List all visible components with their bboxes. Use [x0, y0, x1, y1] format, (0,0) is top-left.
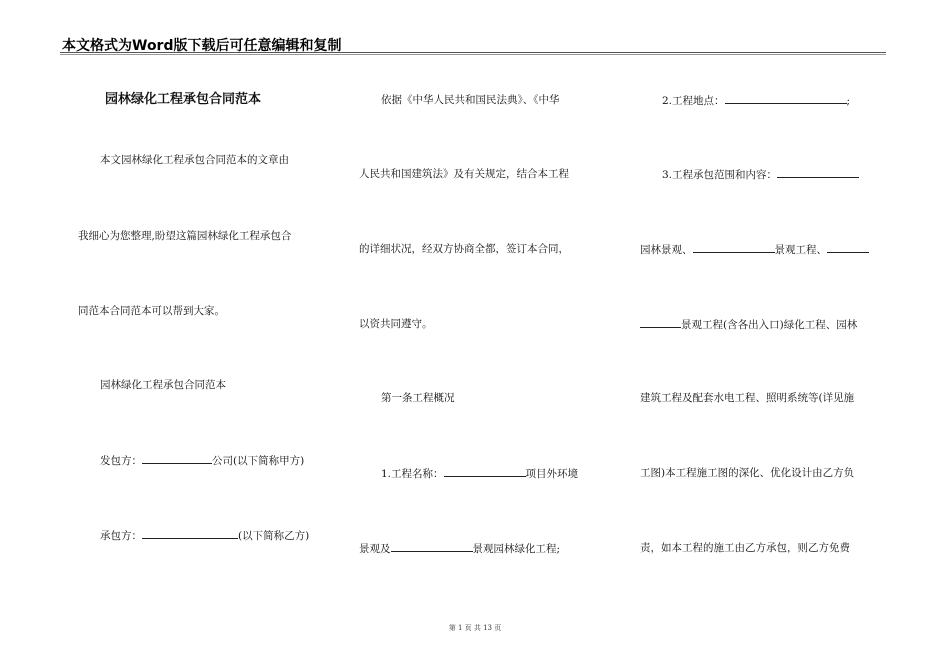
line-prefix: 园林景观、	[640, 244, 693, 256]
page-header-title: 本文格式为Word版下载后可任意编辑和复制	[62, 38, 342, 54]
paragraph-line: 本文园林绿化工程承包合同范本的文章由	[100, 154, 289, 166]
employer-label: 发包方：	[100, 455, 142, 467]
paragraph-line: 依据《中华人民共和国民法典》、《中华	[381, 94, 560, 106]
line-suffix: 景观工程(含各出入口)绿化工程、园林	[681, 319, 858, 331]
header-divider	[60, 52, 886, 53]
contractor-line	[100, 528, 309, 543]
employer-suffix: 公司(以下简称甲方)	[212, 455, 305, 467]
document-title: 园林绿化工程承包合同范本	[105, 92, 262, 107]
project-scope-line	[662, 167, 859, 182]
paragraph-line	[640, 317, 857, 332]
contractor-suffix: (以下简称乙方)	[238, 530, 310, 542]
employer-blank	[142, 453, 212, 464]
header-divider-secondary	[60, 54, 886, 55]
section-heading: 第一条工程概况	[381, 392, 455, 404]
paragraph-line: 人民共和国建筑法》及有关规定，结合本工程	[359, 168, 569, 180]
line-mid: 景观工程、	[774, 244, 827, 256]
line-prefix: 景观及	[359, 543, 391, 555]
paragraph-line: 工图)本工程施工图的深化、优化设计由乙方负	[640, 467, 855, 479]
scope-blank	[777, 167, 859, 178]
location-label: 2.工程地点：	[662, 95, 725, 107]
project-name-label: 1.工程名称：	[381, 468, 444, 480]
scope-blank	[640, 317, 681, 328]
landscape-blank	[391, 541, 473, 552]
paragraph-line: 同范本合同范本可以帮到大家。	[78, 305, 225, 317]
line-suffix: 景观园林绿化工程;	[472, 543, 561, 555]
employer-line	[100, 453, 304, 468]
project-name-blank	[444, 466, 526, 477]
paragraph-line: 责，如本工程的施工由乙方承包，则乙方免费	[640, 542, 850, 554]
scope-blank	[693, 242, 775, 253]
paragraph-line: 的详细状况，经双方协商全都，签订本合同，	[359, 243, 569, 255]
project-location-line	[662, 93, 850, 108]
contractor-blank	[142, 528, 238, 539]
paragraph-line: 建筑工程及配套水电工程、照明系统等(详见施	[640, 392, 855, 404]
scope-label: 3.工程承包范围和内容：	[662, 169, 778, 181]
paragraph-line	[640, 242, 869, 257]
page-number: 第 1 页 共 13 页	[448, 624, 502, 632]
paragraph-line: 我细心为您整理,盼望这篇园林绿化工程承包合	[78, 230, 292, 242]
contractor-label: 承包方：	[100, 530, 142, 542]
scope-blank	[827, 242, 869, 253]
project-name-suffix: 项目外环境	[525, 468, 579, 480]
paragraph-line	[359, 541, 560, 556]
project-name-line	[381, 466, 578, 481]
section-heading: 园林绿化工程承包合同范本	[100, 379, 226, 391]
location-suffix: ;	[846, 95, 851, 107]
location-blank	[725, 93, 847, 104]
paragraph-line: 以资共同遵守。	[359, 318, 433, 330]
